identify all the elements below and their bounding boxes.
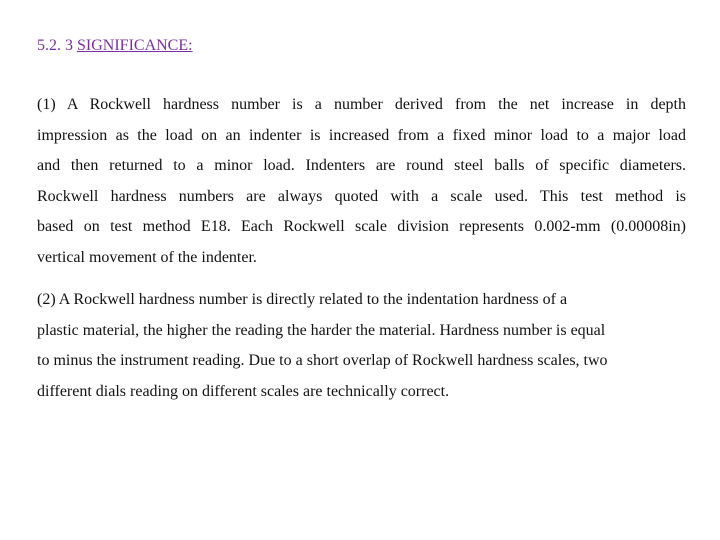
paragraph-line: impression as the load on an indenter is increased from a fixed minor load to a major load	[37, 126, 686, 144]
paragraph-1	[37, 90, 686, 273]
paragraph-line: Rockwell hardness numbers are always quoted with a scale used. This test method is	[37, 187, 686, 205]
paragraph-line: vertical movement of the indenter.	[37, 248, 257, 266]
paragraph-line: plastic material, the higher the reading the harder the material. Hardness number is equal	[37, 321, 606, 339]
section-heading	[37, 36, 193, 56]
paragraph-line: based on test method E18. Each Rockwell scale division represents 0.002-mm (0.00008in)	[37, 218, 686, 235]
paragraph-line: to minus the instrument reading. Due to a short overlap of Rockwell hardness scales, two	[37, 352, 608, 369]
paragraph-line: (2) A Rockwell hardness number is directly related to the indentation hardness of a	[37, 291, 568, 308]
paragraph-line: (1) A Rockwell hardness number is a number derived from the net increase in depth	[37, 96, 686, 113]
section-title: SIGNIFICANCE:	[77, 37, 193, 54]
paragraph-line: different dials reading on different scales are technically correct.	[37, 382, 450, 400]
paragraph-line: and then returned to a minor load. Indenters are round steel balls of specific diameters.	[37, 157, 686, 174]
paragraph-2	[37, 285, 677, 407]
section-number: 5.2. 3	[37, 37, 73, 54]
